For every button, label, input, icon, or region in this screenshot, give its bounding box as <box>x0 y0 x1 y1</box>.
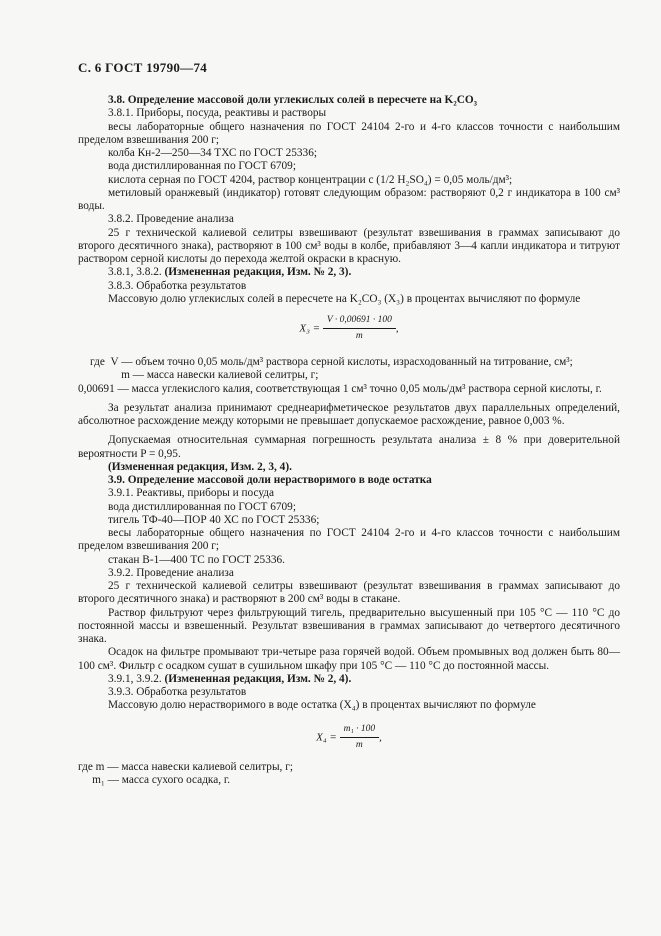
formula-tail: , <box>379 730 382 743</box>
formula-lhs: X₄ = <box>316 730 340 743</box>
formula-intro: Массовую долю углекислых солей в пересчете на K₂CO₃ (X₃) в процентах вычисляют по формуле <box>108 292 581 305</box>
definition-term: m₁ — <box>78 773 122 786</box>
filter-paragraph: Раствор фильтруют через фильтрующий тигель, предварительно высушенный при 105 °C — 110 °C до постоянной массы и взвешенный. Результат взвешивания в граммах записывают до четвертого десятичного знака. <box>78 606 620 645</box>
subsection-3-8-3: 3.8.3. Обработка результатов <box>108 279 247 292</box>
procedure-paragraph: 25 г технической калиевой селитры взвешивают (результат взвешивания в граммах записывают до второго десятичного знака), растворяют в 100 см³ воды в колбе, прибавляют 3—4 капли индикатора и титруют раствором серной кислоты до перехода желтой окраски в красную. <box>78 226 620 265</box>
definition-row <box>78 369 620 382</box>
definition-desc: объем точно 0,05 моль/дм³ раствора серной кислоты, израсходованный на титрование, см³; <box>135 356 573 368</box>
definition-row <box>78 774 620 787</box>
formula-fraction <box>340 723 380 753</box>
definition-term: 0,00691 — <box>78 382 132 395</box>
revision-note-number: 3.8.1, 3.8.2. <box>108 266 165 279</box>
item-water: вода дистиллированная по ГОСТ 6709; <box>108 160 296 173</box>
revision-note-2: (Измененная редакция, Изм. 2, 3, 4). <box>108 460 292 473</box>
definition-row <box>78 383 620 396</box>
definition-term: m — <box>90 369 147 382</box>
formula-tail: , <box>395 322 399 335</box>
formula-intro-2: Массовую долю нерастворимого в воде остатка (X₄) в процентах вычисляют по формуле <box>108 699 536 712</box>
definition-term: где m — <box>78 760 122 773</box>
formula-numerator: V · 0,00691 · 100 <box>323 314 396 329</box>
formula-x4 <box>78 713 620 761</box>
formula-fraction <box>323 314 396 344</box>
definition-desc: масса навески калиевой селитры, г; <box>121 760 293 773</box>
subsection-3-9-1: 3.9.1. Реактивы, приборы и посуда <box>108 487 275 500</box>
section-3-9-title: 3.9. Определение массовой доли нерастворимого в воде остатка <box>108 474 432 486</box>
definition-row <box>78 761 620 774</box>
formula-lhs: X₃ = <box>299 322 323 335</box>
revision-note-text: (Измененная редакция, Изм. № 2, 4). <box>164 672 352 685</box>
revision-note-number: 3.9.1, 3.9.2. <box>108 672 165 685</box>
subsection-3-8-2: 3.8.2. Проведение анализа <box>108 213 234 226</box>
page-header: С. 6 ГОСТ 19790—74 <box>78 60 208 75</box>
revision-note-text: (Измененная редакция, Изм. № 2, 3). <box>164 266 352 279</box>
subsection-3-8-1: 3.8.1. Приборы, посуда, реактивы и растворы <box>108 107 327 120</box>
revision-note-3 <box>78 673 620 686</box>
item-acid: кислота серная по ГОСТ 4204, раствор концентрации c (1/2 H₂SO₄) = 0,05 моль/дм³; <box>108 173 513 186</box>
formula-denominator: m <box>355 331 363 342</box>
formula-denominator: m <box>355 739 363 750</box>
result-paragraph: За результат анализа принимают среднеарифметическое результатов двух параллельных определений, абсолютное расхождение между которыми не превышает допускаемое расхождение, равное 0,003 %. <box>78 401 620 427</box>
revision-note <box>78 266 620 279</box>
wash-paragraph: Осадок на фильтре промывают три-четыре раза горячей водой. Объем промывных вод должен быть 80—100 см³. Фильтр с осадком сушат в сушильном шкафу при 105 °C — 110 °C до постоянной массы. <box>78 646 620 672</box>
item-crucible: тигель ТФ-40—ПОР 40 ХС по ГОСТ 25336; <box>108 513 320 526</box>
definition-row <box>78 356 620 369</box>
definitions-3-8 <box>78 356 620 396</box>
definitions-3-9 <box>78 761 620 788</box>
item-scales: весы лабораторные общего назначения по ГОСТ 24104 2-го и 4-го классов точности с наибольшим пределом взвешивания 200 г; <box>78 120 620 146</box>
section-3-8-title: 3.8. Определение массовой доли углекислых солей в пересчете на K₂CO₃ <box>108 94 478 106</box>
definition-term: где V — <box>90 356 136 368</box>
definition-desc: масса навески калиевой селитры, г; <box>146 369 319 382</box>
item-indicator: метиловый оранжевый (индикатор) готовят следующим образом: растворяют 0,2 г индикатора в 100 см³ воды. <box>78 186 620 212</box>
procedure-paragraph-2: 25 г технической калиевой селитры взвешивают (результат взвешивания в граммах записывают до второго десятичного знака) и растворяют в 200 см³ воды в стакане. <box>78 580 620 606</box>
formula-x3 <box>78 306 620 356</box>
definition-desc: масса углекислого калия, соответствующая 1 см³ точно 0,05 моль/дм³ раствора серной кислоты, г. <box>131 382 602 395</box>
page-content <box>78 94 620 787</box>
subsection-3-9-2: 3.9.2. Проведение анализа <box>108 566 234 579</box>
error-paragraph: Допускаемая относительная суммарная погрешность результата анализа ± 8 % при доверительной вероятности P = 0,95. <box>78 434 620 460</box>
item-beakers: стакан В-1—400 ТС по ГОСТ 25336. <box>108 553 285 566</box>
formula-numerator: m₁ · 100 <box>340 723 380 738</box>
definition-desc: масса сухого осадка, г. <box>121 773 231 786</box>
item-flask: колба Кн-2—250—34 ТХС по ГОСТ 25336; <box>108 147 317 159</box>
subsection-3-9-3: 3.9.3. Обработка результатов <box>108 686 247 698</box>
item-water-2: вода дистиллированная по ГОСТ 6709; <box>108 500 296 513</box>
item-scales-2: весы лабораторные общего назначения по ГОСТ 24104 2-го и 4-го классов точности с наибольшим пределом взвешивания 200 г; <box>78 527 620 553</box>
